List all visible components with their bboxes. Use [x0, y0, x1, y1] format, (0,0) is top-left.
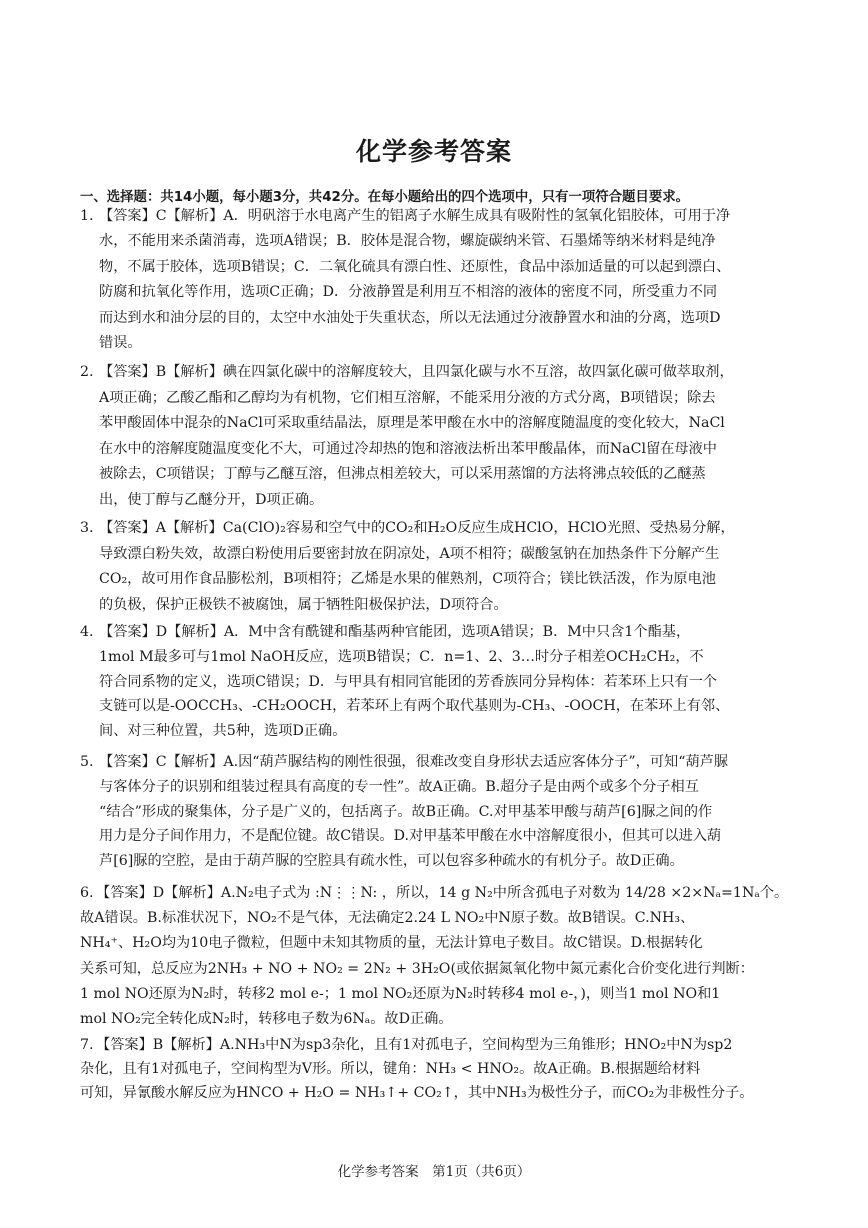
item-number: 1.	[80, 208, 94, 224]
item-number: 7.	[80, 1037, 94, 1053]
answer-line: 关系可知，总反应为2NH₃ + NO + NO₂ = 2N₂ + 3H₂O(或依据氮氧化物中氮元素化合价变化进行判断：	[80, 960, 754, 977]
answer-line: 导致漂白粉失效，故漂白粉使用后要密封放在阴凉处，A项不相符；碳酸氢钠在加热条件下分解产生	[99, 545, 720, 562]
item-number: 6.	[80, 885, 94, 901]
answer-line: 可知，异氰酸水解反应为HNCO + H₂O = NH₃↑+ CO₂↑，其中NH₃为极性分子，而CO₂为非极性分子。	[80, 1085, 754, 1102]
answer-line: 苯甲酸固体中混杂的NaCl可采取重结晶法，原理是苯甲酸在水中的溶解度随温度的变化较大，NaCl	[99, 415, 725, 432]
answer-line: 支链可以是-OOCCH₃、-CH₂OOCH，若苯环上有两个取代基则为-CH₃、-OOCH，在苯环上有邻、	[99, 698, 730, 715]
item-number: 3.	[80, 520, 94, 536]
answer-line: 而达到水和油分层的目的，太空中水油处于失重状态，所以无法通过分液静置水和油的分离，选项D	[99, 309, 721, 326]
answer-line: 物，不属于胶体，选项B错误；C．二氧化硫具有漂白性、还原性，食品中添加适量的可以起到漂白、	[99, 258, 731, 275]
answer-line: 芦[6]脲的空腔，是由于葫芦脲的空腔具有疏水性，可以包容多种疏水的有机分子。故D正确。	[99, 853, 684, 870]
answer-line: 故A错误。B.标准状况下，NO₂不是气体，无法确定2.24 L NO₂中N原子数。故B错误。C.NH₃、	[80, 910, 695, 927]
item-number: 2.	[80, 364, 94, 380]
answer-line: 用力是分子间作用力，不是配位键。故C错误。D.对甲基苯甲酸在水中溶解度很小，但其可以进入葫	[99, 828, 722, 845]
answer-line: 杂化，且有1对孤电子，空间构型为V形。所以，键角：NH₃ < HNO₂。故A正确。B.根据题给材料	[80, 1061, 701, 1078]
answer-line: “结合”形成的聚集体，分子是广义的，包括离子。故B正确。C.对甲基苯甲酸与葫芦[6]脲之间的作	[99, 803, 713, 820]
answer-line: 错误。	[99, 335, 142, 351]
answer-line: 【答案】A【解析】Ca(ClO)₂容易和空气中的CO₂和H₂O反应生成HClO，HClO光照、受热易分解，	[99, 520, 735, 536]
item-number: 4.	[80, 624, 94, 640]
section-heading: 一、选择题：共14小题，每小题3分，共42分。在每小题给出的四个选项中，只有一项符合题目要求。	[80, 190, 689, 205]
answer-line: 的负极，保护正极铁不被腐蚀，属于牺牲阳极保护法，D项符合。	[99, 596, 508, 613]
answer-line: 防腐和抗氧化等作用，选项C正确；D．分液静置是利用互不相溶的液体的密度不同，所受重力不同	[99, 284, 718, 301]
answer-line: 被除去，C项错误；丁醇与乙醚互溶，但沸点相差较大，可以采用蒸馏的方法将沸点较低的乙醚蒸	[99, 466, 706, 483]
answer-line: 间、对三种位置，共5种，选项D正确。	[99, 723, 347, 740]
answer-line: 【答案】B【解析】碘在四氯化碳中的溶解度较大，且四氯化碳与水不互溶，故四氯化碳可做萃取剂，	[99, 364, 734, 380]
answer-line: 【答案】B【解析】A.NH₃中N为sp3杂化，且有1对孤电子，空间构型为三角锥形；HNO₂中N为sp2	[96, 1037, 733, 1053]
answer-line: 1 mol NO还原为N₂时，转移2 mol e-；1 mol NO₂还原为N₂时转移4 mol e-，)，则当1 mol NO和1	[80, 985, 721, 1002]
answer-line: 【答案】D【解析】A.N₂电子式为 :N⋮⋮N: ，所以，14 g N₂中所含孤电子对数为 14/28 ×2×Nₐ=1Nₐ个。	[96, 885, 789, 901]
answer-line: A项正确；乙酸乙酯和乙醇均为有机物，它们相互溶解，不能采用分液的方式分离，B项错误；除去	[99, 389, 716, 406]
answer-line: 水，不能用来杀菌消毒，选项A错误；B．胶体是混合物，螺旋碳纳米管、石墨烯等纳米材料是纯净	[99, 233, 716, 250]
answer-line: 1mol M最多可与1mol NaOH反应，选项B错误；C．n=1、2、3…时分子相差OCH₂CH₂，不	[99, 648, 704, 665]
answer-line: NH₄⁺、H₂O均为10电子微粒，但题中未知其物质的量，无法计算电子数目。故C错误。D.根据转化	[80, 935, 703, 952]
answer-line: 与客体分子的识别和组装过程具有高度的专一性”。故A正确。B.超分子是由两个或多个分子相互	[99, 778, 699, 795]
answer-line: 【答案】C【解析】A.因“葫芦脲结构的刚性很强，很难改变自身形状去适应客体分子”，可知“葫芦脲	[99, 754, 729, 770]
answer-line: CO₂，故可用作食品膨松剂，B项相符；乙烯是水果的催熟剂，C项符合；镁比铁活泼，作为原电池	[99, 571, 716, 588]
answer-line: 出，使丁醇与乙醚分开，D项正确。	[99, 492, 324, 508]
answer-line: 符合同系物的定义，选项C错误；D．与甲具有相同官能团的芳香族同分异构体：若苯环上只有一个	[99, 673, 718, 690]
answer-line: 【答案】C【解析】A．明矾溶于水电离产生的铝离子水解生成具有吸附性的氢氧化铝胶体，可用于净	[99, 208, 731, 224]
answer-line: 【答案】D【解析】A．M中含有酰键和酯基两种官能团，选项A错误；B．M中只含1个酯基，	[99, 624, 691, 640]
answer-line: mol NO₂完全转化成N₂时，转移电子数为6Nₐ。故D正确。	[80, 1011, 453, 1027]
answer-line: 在水中的溶解度随温度变化不大，可通过冷却热的饱和溶液法析出苯甲酸晶体，而NaCl留在母液中	[99, 440, 717, 457]
page-footer: 化学参考答案 第1页（共6页）	[337, 1164, 531, 1180]
page-title: 化学参考答案	[355, 137, 512, 166]
item-number: 5.	[80, 754, 94, 770]
